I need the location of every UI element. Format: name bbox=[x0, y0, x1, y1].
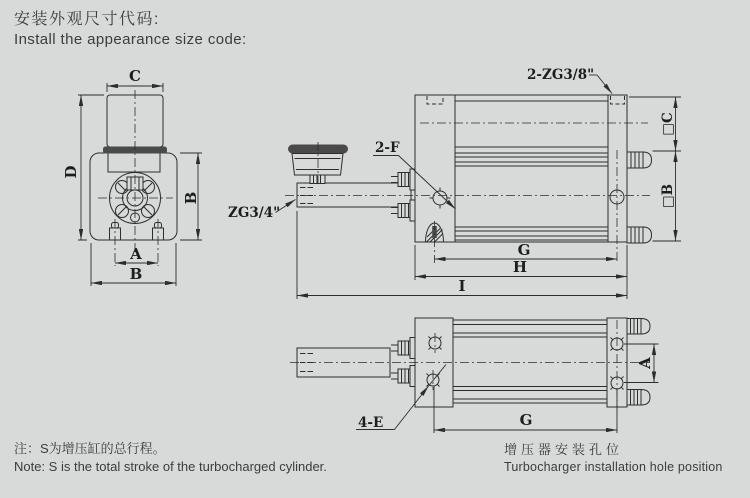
dim-label-square-c: □C bbox=[660, 112, 676, 136]
page-title-zh: 安装外观尺寸代码: bbox=[14, 11, 160, 28]
dim-label-b-bottom: B bbox=[129, 265, 143, 283]
dim-label-b-side: B bbox=[182, 191, 200, 205]
dim-label-a: A bbox=[130, 245, 142, 263]
rod-thread-label: ZG3/4" bbox=[228, 205, 281, 221]
cylinder-tube bbox=[455, 95, 608, 242]
top-view bbox=[290, 318, 659, 433]
dim-label-c: C bbox=[129, 67, 141, 85]
dim-label-h: H bbox=[512, 258, 528, 276]
page-title-en: Install the appearance size code: bbox=[14, 31, 247, 48]
hole-4e-label: 4-E bbox=[358, 415, 384, 431]
front-view bbox=[62, 67, 202, 286]
piston-rod bbox=[297, 183, 411, 207]
note-en: Note: S is the total stroke of the turbocharged cylinder. bbox=[14, 459, 327, 475]
dim-label-i: I bbox=[458, 277, 466, 295]
mount-studs-top bbox=[391, 338, 415, 387]
dim-label-g-holes: G bbox=[519, 411, 533, 429]
caption-zh: 增压器安装孔位 bbox=[504, 442, 624, 457]
front-end-block bbox=[415, 95, 455, 242]
note-zh: 注：S为增压缸的总行程。 bbox=[14, 441, 166, 456]
caption-en: Turbocharger installation hole position bbox=[504, 460, 723, 475]
dim-label-d: D bbox=[62, 165, 80, 179]
caption-block bbox=[504, 441, 723, 477]
hole-2f bbox=[433, 191, 447, 205]
rear-end-cap bbox=[608, 95, 627, 242]
dim-label-square-b: □B bbox=[660, 183, 676, 209]
side-view bbox=[228, 67, 681, 299]
dim-label-a-holes: A bbox=[636, 357, 654, 369]
rear-plugs bbox=[627, 152, 652, 243]
dim-label-g: G bbox=[517, 241, 531, 259]
note-block bbox=[14, 440, 327, 477]
hole-2f-label: 2-F bbox=[375, 140, 400, 156]
port-thread-label: 2-ZG3/8" bbox=[527, 67, 595, 83]
